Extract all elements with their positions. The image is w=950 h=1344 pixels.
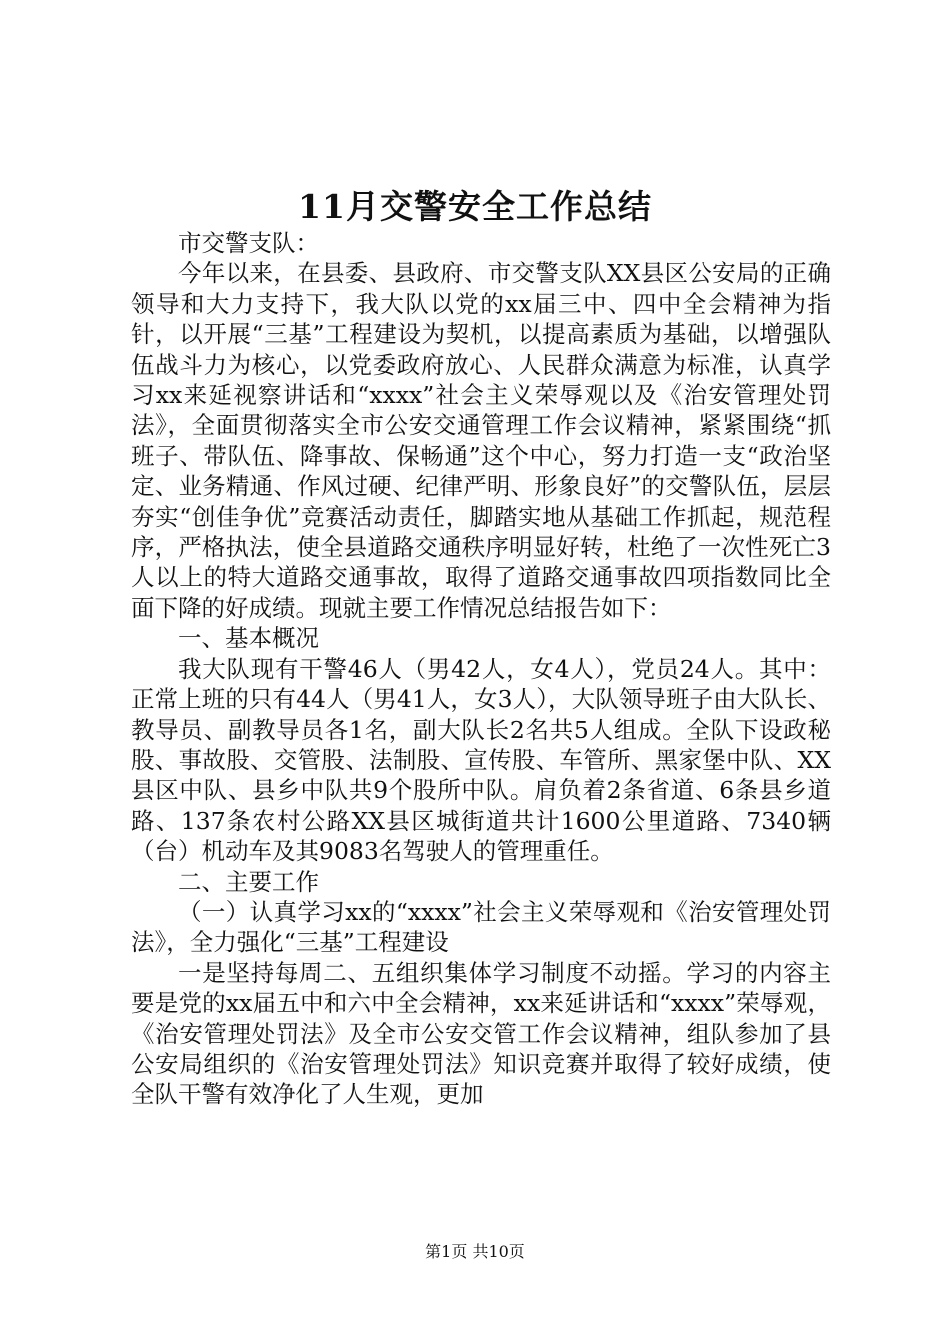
salutation-paragraph: 市交警支队： [178,229,319,257]
study-paragraph: 一是坚持每周二、五组织集体学习制度不动摇。学习的内容主要是党的xx届五中和六中全会精神，xx来延讲话和“xxxx”荣辱观，《治安管理处罚法》及全市公安交管工作会议精神，组队参加了县公安局组织的《治安管理处罚法》知识竞赛并取得了较好成绩，使全队干警有效净化了人生观，更加 [131,958,831,1109]
section-heading-main-work: 二、主要工作 [178,867,319,896]
basic-overview-paragraph: 我大队现有干警46人（男42人，女4人），党员24人。其中：正常上班的只有44人（男41人，女3人），大队领导班子由大队长、教导员、副教导员各1名，副大队长2名共5人组成。全队下设政秘股、事故股、交管股、法制股、宣传股、车管所、黑家堡中队、XX县区中队、县乡中队共9个股所中队。肩负着2条省道、6条县乡道路、137条农村公路XX县区城街道共计1600公里道路、7340辆（台）机动车及其9083名驾驶人的管理重任。 [131,654,831,866]
page-footer: 第1页 共10页 [425,1242,525,1261]
document-title: 11月交警安全工作总结 [298,187,652,226]
section-heading-basic: 一、基本概况 [178,624,319,653]
subsection-heading-study: （一）认真学习xx的“xxxx”社会主义荣辱观和《治安管理处罚法》，全力强化“三基”工程建设 [131,897,831,957]
document-body [131,228,831,1110]
intro-paragraph: 今年以来，在县委、县政府、市交警支队XX县区公安局的正确领导和大力支持下，我大队以党的xx届三中、四中全会精神为指针，以开展“三基”工程建设为契机，以提高素质为基础，以增强队伍战斗力为核心，以党委政府放心、人民群众满意为标准，认真学习xx来延视察讲话和“xxxx”社会主义荣辱观以及《治安管理处罚法》，全面贯彻落实全市公安交通管理工作会议精神，紧紧围绕“抓班子、带队伍、降事故、保畅通”这个中心，努力打造一支“政治坚定、业务精通、作风过硬、纪律严明、形象良好”的交警队伍，层层夯实“创佳争优”竞赛活动责任，脚踏实地从基础工作抓起，规范程序，严格执法，使全县道路交通秩序明显好转，杜绝了一次性死亡3人以上的特大道路交通事故，取得了道路交通事故四项指数同比全面下降的好成绩。现就主要工作情况总结报告如下： [131,259,831,622]
